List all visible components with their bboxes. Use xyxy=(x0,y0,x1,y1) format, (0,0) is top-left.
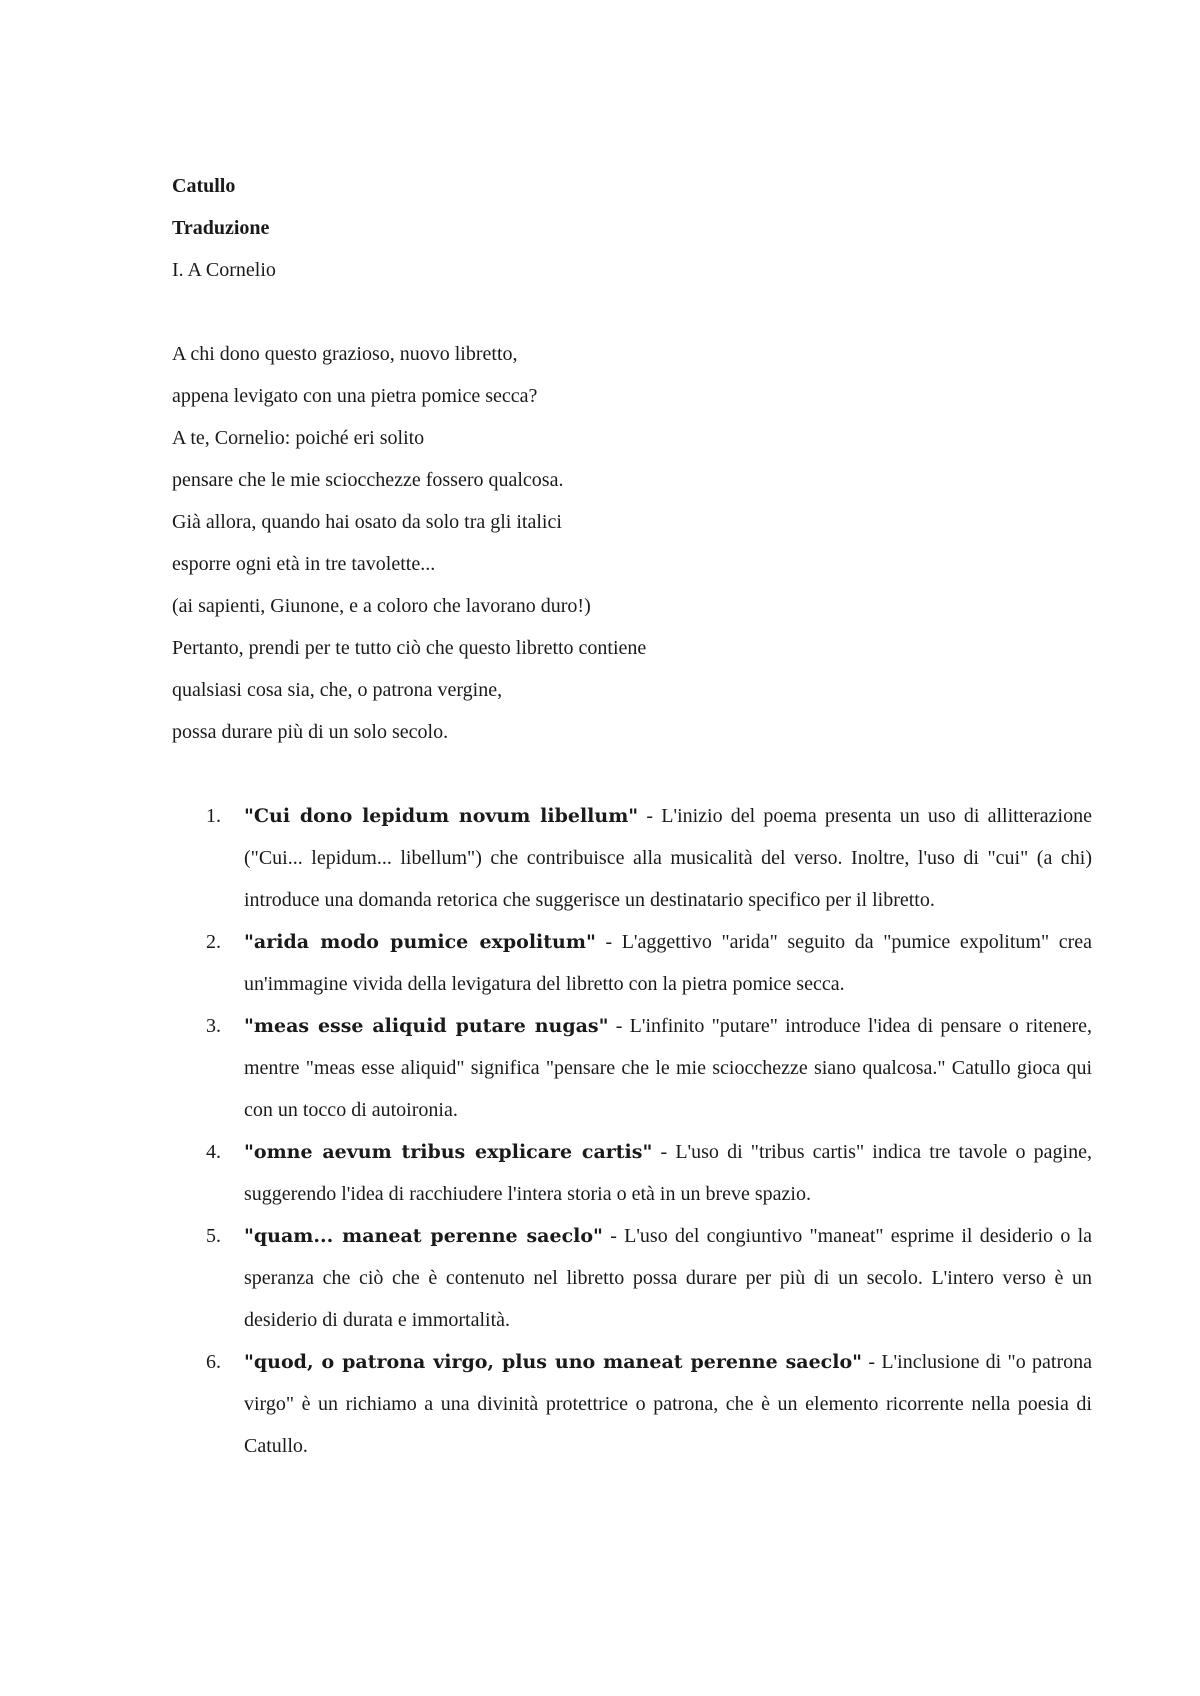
note-item xyxy=(172,1215,1092,1341)
poem-line: Già allora, quando hai osato da solo tra gli italici xyxy=(172,511,562,533)
poem-line: appena levigato con una pietra pomice secca? xyxy=(172,385,538,407)
note-item xyxy=(172,1005,1092,1131)
author-heading: Catullo xyxy=(172,175,236,197)
note-lemma: "omne aevum tribus explicare cartis" xyxy=(244,1141,653,1163)
poem-title: I. A Cornelio xyxy=(172,259,276,281)
document-page xyxy=(172,165,1092,1467)
analysis-notes-list xyxy=(172,795,1092,1467)
note-lemma: "quod, o patrona virgo, plus uno maneat perenne saeclo" xyxy=(244,1351,863,1373)
note-text: - L'inizio del poema presenta un uso di allitterazione ("Cui... lepidum... libellum") che contribuisce alla musicalità del verso. Inoltre, l'uso di "cui" (a chi) introduce una domanda retorica che suggerisce un destinatario specifico per il libretto. xyxy=(244,805,1092,911)
poem-line: Pertanto, prendi per te tutto ciò che questo libretto contiene xyxy=(172,637,647,659)
note-text: - L'uso di "tribus cartis" indica tre tavole o pagine, suggerendo l'idea di racchiudere l'intera storia o età in un breve spazio. xyxy=(244,1141,1092,1205)
note-number: 1. xyxy=(206,805,221,827)
note-item xyxy=(172,795,1092,921)
note-number: 4. xyxy=(206,1141,221,1163)
section-heading: Traduzione xyxy=(172,217,270,239)
note-item xyxy=(172,921,1092,1005)
poem-line: esporre ogni età in tre tavolette... xyxy=(172,553,436,575)
spacer xyxy=(172,291,1092,333)
note-number: 3. xyxy=(206,1015,221,1037)
poem-line: pensare che le mie sciocchezze fossero qualcosa. xyxy=(172,469,564,491)
note-number: 5. xyxy=(206,1225,221,1247)
poem-translation xyxy=(172,333,1092,753)
note-lemma: "quam... maneat perenne saeclo" xyxy=(244,1225,603,1247)
note-lemma: "arida modo pumice expolitum" xyxy=(244,931,596,953)
poem-line: A te, Cornelio: poiché eri solito xyxy=(172,427,425,449)
note-text: - L'aggettivo "arida" seguito da "pumice expolitum" crea un'immagine vivida della levigatura del libretto con la pietra pomice secca. xyxy=(244,931,1092,995)
spacer xyxy=(172,753,1092,795)
note-text: - L'infinito "putare" introduce l'idea di pensare o ritenere, mentre "meas esse aliquid" significa "pensare che le mie sciocchezze siano qualcosa." Catullo gioca qui con un tocco di autoironia. xyxy=(244,1015,1092,1121)
note-lemma: "Cui dono lepidum novum libellum" xyxy=(244,805,639,827)
poem-line: qualsiasi cosa sia, che, o patrona vergine, xyxy=(172,679,503,701)
note-item xyxy=(172,1341,1092,1467)
note-lemma: "meas esse aliquid putare nugas" xyxy=(244,1015,609,1037)
poem-line: A chi dono questo grazioso, nuovo libretto, xyxy=(172,343,518,365)
note-item xyxy=(172,1131,1092,1215)
note-text: - L'uso del congiuntivo "maneat" esprime il desiderio o la speranza che ciò che è contenuto nel libretto possa durare per più di un secolo. L'intero verso è un desiderio di durata e immortalità. xyxy=(244,1225,1093,1331)
note-number: 2. xyxy=(206,931,221,953)
poem-line: (ai sapienti, Giunone, e a coloro che lavorano duro!) xyxy=(172,595,591,617)
poem-line: possa durare più di un solo secolo. xyxy=(172,721,449,743)
note-text: - L'inclusione di "o patrona virgo" è un richiamo a una divinità protettrice o patrona, che è un elemento ricorrente nella poesia di Catullo. xyxy=(244,1351,1092,1457)
note-number: 6. xyxy=(206,1351,221,1373)
